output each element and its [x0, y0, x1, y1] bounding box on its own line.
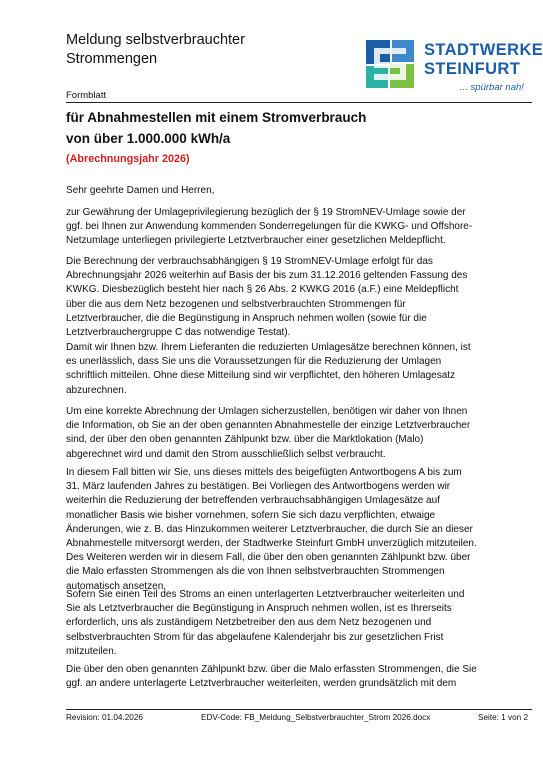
footer-revision: Revision: 01.04.2026: [66, 713, 143, 722]
text-line: In diesem Fall bitten wir Sie, uns dieses mittels des beigefügten Antwortbogens A bis zum: [66, 467, 462, 478]
logo-slogan: ... spürbar nah!: [460, 82, 524, 93]
text-line: die Malo erfassten Strommengen als die von Ihnen selbstverbrauchten Strommengen: [66, 566, 445, 578]
text-line: sind, der über den oben genannten Zählpunkt bzw. über die Marktlokation (Malo): [66, 434, 424, 446]
text-line: die Information, ob Sie an der oben genannten Abnahmestelle der einzige Letztverbraucher: [66, 420, 471, 432]
paragraph-information: [66, 405, 534, 462]
paragraph-metering: [66, 663, 534, 691]
text-line: Letztverbrauchergruppe C das notwendige Testat).: [66, 327, 291, 339]
text-line: abgerechnet wird und damit den Strom ausschließlich selbst verbraucht.: [66, 448, 386, 460]
paragraph-calculation: [66, 255, 534, 340]
text-line: weiterhin die Reduzierung der betreffenden verbrauchsabhängigen Umlagesätze auf: [66, 495, 440, 507]
text-line: zur Gewährung der Umlageprivilegierung bezüglich der § 19 StromNEV-Umlage sowie der: [66, 207, 466, 218]
text-line: abzurechnen.: [66, 384, 127, 396]
text-line: 31. März laufenden Jahres zu bestätigen. Bei Vorliegen des Antwortbogens werden wir: [66, 481, 451, 493]
text-line: schriftlich mitteilen. Ohne diese Mitteilung sind wir verpflichtet, den höheren Umlagesatz: [66, 370, 456, 382]
document-title-line: Meldung selbstverbrauchter: [66, 32, 245, 48]
text-line: Die Berechnung der verbrauchsabhängigen § 19 StromNEV-Umlage erfolgt für das: [66, 256, 433, 267]
text-line: es unerlässlich, dass Sie uns die Voraussetzungen für die Reduzierung der Umlagen: [66, 356, 442, 368]
text-line: Sofern Sie einen Teil des Stroms an einen unterlagerten Letztverbraucher weiterleiten und: [66, 589, 465, 600]
footer-divider: [66, 709, 532, 710]
salutation: [66, 184, 534, 198]
paragraph-forwarding: [66, 588, 534, 659]
text-line: automatisch ansetzen.: [66, 580, 167, 592]
text-line: Die über den oben genannten Zählpunkt bzw. über die Malo erfassten Strommengen, die Sie: [66, 664, 477, 675]
text-line: Abrechnungsjahr 2026 weiterhin auf Basis der bis zum 31.12.2016 geltenden Fassung des: [66, 270, 468, 282]
text-line: selbstverbrauchten Strom für das abgelaufene Kalenderjahr bis zur gesetzlichen Frist: [66, 631, 444, 643]
heading-line2: von über 1.000.000 kWh/a: [66, 131, 231, 146]
text-line: KWKG. Diesbezüglich besteht hier nach § 26 Abs. 2 KWKG 2016 (a.F.) eine Meldepflicht: [66, 284, 459, 296]
text-line: über die aus dem Netz bezogenen und selbstverbrauchten Strommengen für: [66, 298, 406, 310]
heading-line1: für Abnahmestellen mit einem Stromverbrauch: [66, 110, 367, 125]
text-line: Sie als Letztverbraucher die Begünstigung in Anspruch nehmen wollen, ist es Ihrerseits: [66, 603, 452, 615]
paragraph-confirmation: [66, 466, 534, 594]
text-line: Abnahmestelle mitversorgt werden, der Stadtwerke Steinfurt GmbH unverzüglich mitzuteilen.: [66, 538, 477, 550]
text-line: ggf. an andere unterlagerte Letztverbraucher weiterleiten, werden grundsätzlich mit dem: [66, 678, 457, 690]
paragraph-privilege: [66, 206, 534, 249]
text-line: Um eine korrekte Abrechnung der Umlagen sicherzustellen, benötigen wir daher von Ihnen: [66, 406, 468, 417]
text-line: Sehr geehrte Damen und Herren,: [66, 185, 215, 196]
footer-edv-code: EDV-Code: FB_Meldung_Selbstverbrauchter_Strom 2026.docx: [201, 713, 431, 722]
footer-page-number: Seite: 1 von 2: [478, 713, 529, 722]
paragraph-requirements: [66, 341, 534, 398]
text-line: Damit wir Ihnen bzw. Ihrem Lieferanten die reduzierten Umlagesätze berechnen können, ist: [66, 342, 471, 353]
text-line: mitzuteilen.: [66, 645, 117, 657]
document-title: [66, 31, 245, 69]
header-divider: [66, 102, 532, 103]
text-line: Des Weiteren werden wir in diesem Fall, die über den oben genannten Zählpunkt bzw. über: [66, 552, 471, 564]
text-line: monatlicher Basis wie bisher vornehmen, sofern Sie sich dazu verpflichten, etwaige: [66, 509, 436, 521]
text-line: Änderungen, wie z. B. das Hinzukommen weiterer Letztverbraucher, die durch Sie an dieser: [66, 523, 473, 535]
logo-mark-icon: [364, 38, 416, 90]
document-title-line: Strommengen: [66, 51, 158, 67]
text-line: erforderlich, uns als zuständigem Netzbetreiber den aus dem Netz bezogenen und: [66, 617, 432, 629]
text-line: Netzumlage unterliegen privilegierte Letztverbraucher einer gesetzlichen Meldepflicht.: [66, 235, 446, 247]
logo-text-line2: STEINFURT: [424, 60, 521, 78]
text-line: Letztverbraucher, die die Begünstigung in Anspruch nehmen wollen (sowie für die: [66, 312, 427, 324]
text-line: ggf. bei Ihnen zur Anwendung kommenden Sonderregelungen für die KWKG- und Offshore-: [66, 221, 473, 233]
billing-year: (Abrechnungsjahr 2026): [66, 153, 190, 165]
company-logo: [364, 38, 543, 100]
logo-text-line1: STADTWERKE: [424, 41, 543, 59]
form-label: Formblatt: [66, 90, 107, 101]
